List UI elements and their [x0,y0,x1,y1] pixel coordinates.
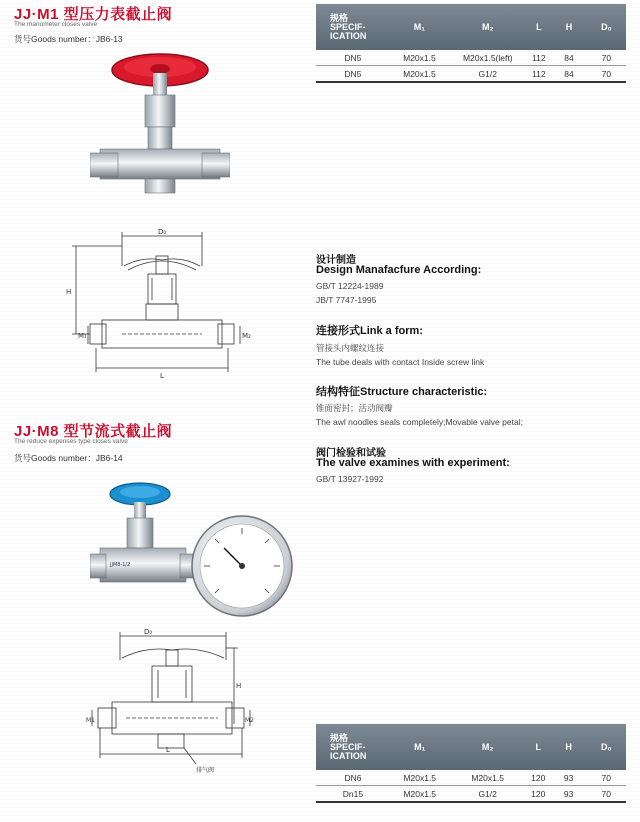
cell-d0: 70 [587,770,627,786]
label-d0: D₀ [144,628,153,636]
header-spec: 规格 SPECIF- ICATION [316,4,390,50]
header-h: H [551,724,587,770]
spec-table-2 [316,724,626,803]
header-h: H [551,4,586,50]
cell-spec: DN5 [316,66,390,83]
label-m2: M2 [245,717,254,724]
label-m1: M₁ [78,332,87,340]
structure-cn-line: 锥面密封；活动阀瓣 [316,403,393,413]
label-vent-valve: 排气阀 [196,767,215,774]
cell-h: 93 [551,786,587,803]
product-1-goods-number: 货号Goods number：JB6-13 [14,34,123,44]
design-heading-en: Design Manafacfure According: [316,264,482,276]
table-row [316,50,626,66]
spec-table-1 [316,4,626,83]
cell-m2: M20x1.5(left) [449,50,526,66]
product-2-goods-number: 货号Goods number：JB6-14 [14,453,123,463]
header-m2: M₂ [450,724,526,770]
design-standard-2: JB/T 7747-1995 [316,295,377,305]
table-header-row [316,724,626,770]
cell-m1: M20x1.5 [390,66,449,83]
label-l: L [160,372,164,380]
cell-h: 84 [551,66,586,83]
header-l: L [526,724,551,770]
cell-h: 93 [551,770,587,786]
header-d0: D₀ [587,4,626,50]
link-en-line: The tube deals with contact Inside screw link [316,357,485,367]
exam-heading-en: The valve examines with experiment: [316,457,510,469]
cell-m2: M20x1.5 [450,770,526,786]
label-d0: D₀ [158,228,167,236]
cell-m1: M20x1.5 [390,786,450,803]
product-2-title: JJ·M8 型节流式截止阀 [14,423,173,440]
cell-m2: G1/2 [450,786,526,803]
cell-m2: G1/2 [449,66,526,83]
label-m1: M1 [86,717,95,724]
cell-l: 112 [526,50,551,66]
product-1-photo [90,45,230,215]
cell-m1: M20x1.5 [390,770,450,786]
cell-h: 84 [551,50,586,66]
label-h: H [236,682,242,690]
product-2-photo [90,478,300,628]
cell-spec: DN5 [316,50,390,66]
cell-l: 112 [526,66,551,83]
valve-brand-mark: JJM8-1/2 [110,562,131,568]
technical-drawing-2 [86,628,256,778]
cell-l: 120 [526,786,551,803]
exam-heading-cn: 阀门检验和试验 [316,448,386,459]
product-2-subtitle: The reduce expenses type closes valve [14,438,128,445]
header-m1: M₁ [390,724,450,770]
cell-d0: 70 [587,786,627,803]
cell-spec: Dn15 [316,786,390,803]
header-m2: M₂ [449,4,526,50]
technical-drawing-1 [62,226,262,396]
header-l: L [526,4,551,50]
cell-d0: 70 [587,66,626,83]
label-m2: M₂ [242,332,251,340]
cell-d0: 70 [587,50,626,66]
design-standard-1: GB/T 12224-1989 [316,281,384,291]
table-row [316,786,626,803]
link-cn-line: 管接头内螺纹连接 [316,343,385,353]
exam-standard: GB/T 13927-1992 [316,474,384,484]
header-d0: D₀ [587,724,627,770]
table-row [316,66,626,83]
header-m1: M₁ [390,4,449,50]
structure-heading: 结构特征Structure characteristic: [316,386,488,398]
link-heading: 连接形式Link a form: [316,325,423,337]
cell-m1: M20x1.5 [390,50,449,66]
product-1-subtitle: The manometer closes valve [14,21,98,28]
product-1-title: JJ·M1 型压力表截止阀 [14,6,173,23]
label-l: L [166,746,170,754]
cell-spec: DN6 [316,770,390,786]
cell-l: 120 [526,770,551,786]
design-heading-cn: 设计制造 [316,255,356,266]
structure-en-line: The awl noodles seals completely;Movable valve petal; [316,417,523,427]
table-row [316,770,626,786]
header-spec: 规格 SPECIF- ICATION [316,724,390,770]
table-header-row [316,4,626,50]
label-h: H [66,288,72,296]
